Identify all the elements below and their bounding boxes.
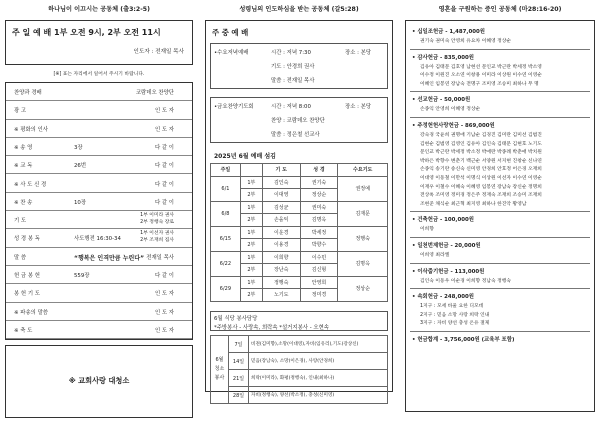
worship-order-c3: 인 도 자 bbox=[154, 108, 174, 115]
worship-order-c1: 기 도 bbox=[14, 218, 27, 225]
offering-section-line: 강숙경 국윤희 권명애 기남순 김경진 김미란 김미선 김범진 bbox=[420, 133, 542, 138]
june-pray-cell: 이대영 bbox=[262, 189, 300, 202]
worship-order-c3: 1부 이선자 권사 2부 조재희 집사 bbox=[140, 231, 174, 244]
worship-order-row bbox=[6, 284, 192, 302]
worship-order-row bbox=[6, 248, 192, 266]
june-bible-cell: 박향수 bbox=[300, 239, 338, 252]
wednesday-time: 시간 : 저녁 7:30 bbox=[271, 50, 311, 56]
friday-sermon: 말씀 : 정은철 선교사 bbox=[271, 132, 320, 138]
june-pray-cell: 이운경 bbox=[262, 226, 300, 239]
offering-section-line: 2지구 : 믿음 소망 사랑 희락 인내 bbox=[420, 312, 490, 318]
worship-order-row bbox=[6, 321, 192, 339]
sunday-worship-box bbox=[5, 20, 193, 65]
worship-order-c1: 봉 헌 기 도 bbox=[14, 291, 40, 298]
june-part-cell: 2부 bbox=[240, 289, 262, 302]
friday-praise: 찬양 : 코람데오 찬양단 bbox=[271, 118, 325, 124]
june-part-cell: 2부 bbox=[240, 189, 262, 202]
worship-order-c3: 인 도 자 bbox=[154, 126, 174, 133]
offering-section-line: 1지구 : 모세 바울 요한 디모데 bbox=[420, 304, 484, 310]
worship-order-c1: ※ 축 도 bbox=[14, 327, 33, 334]
june-bible-cell: 박세정 bbox=[300, 226, 338, 239]
offering-divider bbox=[410, 49, 590, 50]
june-bible-cell: 권기숙 bbox=[300, 176, 338, 189]
wednesday-sermon: 말씀 : 전재일 목사 bbox=[271, 78, 315, 84]
cleaning-desc-cell: 자비(정행숙), 양선(박소정), 충성(신미영) bbox=[249, 387, 388, 404]
june-pray-cell: 장난숙 bbox=[262, 264, 300, 277]
june-table-row bbox=[211, 176, 388, 189]
june-table-row bbox=[211, 251, 388, 264]
offering-section-line: 권기숙 권미숙 안영희 유요차 이혜영 정상순 bbox=[420, 39, 512, 44]
offering-section-line: 이수정 이원진 오소연 이창용 이미라 이상원 이수연 이영순 bbox=[420, 73, 542, 79]
church-cleaning-text: ※ 교회사랑 대청소 bbox=[68, 376, 130, 385]
worship-order-c2: 10장 bbox=[74, 199, 87, 206]
worship-order-c3: 인 도 자 bbox=[154, 309, 174, 316]
cleaning-service-row bbox=[211, 353, 388, 370]
cleaning-service-table bbox=[210, 335, 388, 404]
cleaning-service-row bbox=[211, 336, 388, 353]
june-part-cell: 1부 bbox=[240, 201, 262, 214]
offering-section-line: 손종익 송기란 송신숙 신미영 안경희 안호정 어은경 오재희 bbox=[420, 167, 542, 173]
worship-order-c3: 인 도 자 bbox=[154, 291, 174, 298]
offering-section-title: • 속회헌금 - 248,000원 bbox=[412, 294, 474, 301]
weekday-worship-box bbox=[205, 20, 393, 399]
june-part-cell: 1부 bbox=[240, 226, 262, 239]
worship-order-row bbox=[6, 193, 192, 211]
offering-divider bbox=[410, 331, 590, 332]
worship-order-c3: 다 같 이 bbox=[154, 163, 174, 170]
offering-box bbox=[405, 20, 595, 412]
offering-section-line: 이희영 최라엘 bbox=[420, 253, 450, 258]
offering-section-title: • 건축헌금 - 100,000원 bbox=[412, 217, 474, 224]
wednesday-prayer: 기도 : 안경희 권사 bbox=[271, 64, 315, 70]
june-bible-cell: 안영희 bbox=[300, 276, 338, 289]
worship-order-c1: 광 고 bbox=[14, 108, 27, 115]
wednesday-name: •수요저녁예배 bbox=[214, 50, 249, 56]
june-part-cell: 1부 bbox=[240, 276, 262, 289]
cleaning-desc-cell: 비젼(김미향),소망(이대영),자비(임유리),기도(강상신) bbox=[249, 336, 388, 353]
friday-service bbox=[210, 97, 388, 143]
worship-order-c2: 사도행전 16:30-34 bbox=[74, 236, 121, 243]
june-table-row bbox=[211, 201, 388, 214]
worship-order-c1: ※ 평화의 인사 bbox=[14, 126, 48, 133]
worship-order-row bbox=[6, 303, 192, 321]
offering-divider bbox=[410, 117, 590, 118]
worship-order-row bbox=[6, 120, 192, 138]
worship-order-c1: ※ 사 도 신 경 bbox=[14, 181, 47, 188]
worship-order-c3: 다 같 이 bbox=[154, 181, 174, 188]
offering-section-title: • 십일조헌금 - 1,487,000원 bbox=[412, 29, 485, 35]
cleaning-desc-cell: 믿음(장남숙), 소망(이은경), 사랑(안경희) bbox=[249, 353, 388, 370]
worship-order-c1: ※ 송 영 bbox=[14, 144, 33, 151]
offering-section-title: • 헌금합계 - 3,756,000원 (교육부 포함) bbox=[412, 337, 515, 343]
cleaning-day-cell: 14일 bbox=[229, 353, 249, 370]
june-wed-cell: 권정예 bbox=[338, 176, 388, 201]
june-table-row bbox=[211, 226, 388, 239]
meal-service-box bbox=[210, 311, 388, 331]
cleaning-day-cell: 7일 bbox=[229, 336, 249, 353]
church-cleaning-box bbox=[5, 345, 193, 418]
worship-order-c1: 찬양과 경배 bbox=[14, 90, 42, 96]
offering-section-title: • 일천번제헌금 - 20,000원 bbox=[412, 243, 481, 249]
worship-order-row bbox=[6, 229, 192, 247]
weekday-worship-title: 주 중 예 배 bbox=[212, 28, 249, 37]
june-part-cell: 2부 bbox=[240, 214, 262, 227]
worship-leader: 인도자 : 전재일 목사 bbox=[133, 49, 184, 55]
middle-column-title: 성령님의 인도하심을 받는 공동체 (갈5:28) bbox=[239, 6, 359, 13]
offering-divider bbox=[410, 91, 590, 92]
offering-section-line: 김인숙 이동우 이순경 이희향 정남숙 정행숙 bbox=[420, 278, 512, 284]
cleaning-desc-cell: 희락(이미라), 화평(정행숙), 인내(최하나) bbox=[249, 370, 388, 387]
worship-order-row bbox=[6, 266, 192, 284]
worship-order-row bbox=[6, 138, 192, 156]
june-pray-cell: 정행숙 bbox=[262, 276, 300, 289]
june-wed-cell: 정상순 bbox=[338, 276, 388, 301]
cleaning-month-cell: 6월 청소 봉사 bbox=[211, 336, 229, 404]
offering-section-line: 이재우 이철수 이혜숙 이혜영 임봉연 장남숙 장신순 정명희 bbox=[420, 184, 542, 190]
cleaning-service-row bbox=[211, 387, 388, 404]
cleaning-day-cell: 21일 bbox=[229, 370, 249, 387]
sunday-worship-times: 주 일 예 배 1부 오전 9시, 2부 오전 11시 bbox=[12, 28, 161, 37]
june-table-header-cell: 주일 bbox=[211, 164, 241, 177]
june-bible-cell: 정미경 bbox=[300, 289, 338, 302]
order-of-worship bbox=[5, 82, 193, 340]
june-service-title: 2025년 6월 예배 섬김 bbox=[214, 153, 276, 160]
cleaning-service-row bbox=[211, 370, 388, 387]
june-bible-cell: 김신형 bbox=[300, 264, 338, 277]
june-pray-cell: 이희향 bbox=[262, 251, 300, 264]
june-part-cell: 1부 bbox=[240, 176, 262, 189]
june-date-cell: 6/29 bbox=[211, 276, 241, 301]
june-part-cell: 1부 bbox=[240, 251, 262, 264]
worship-order-c3: 다 같 이 bbox=[154, 273, 174, 279]
june-table-header-cell: 성 경 bbox=[300, 164, 338, 177]
worship-order-c1: ※ 파송의 말씀 bbox=[14, 309, 48, 316]
worship-order-c1: 헌 금 봉 헌 bbox=[14, 273, 40, 279]
worship-order-row bbox=[6, 101, 192, 119]
june-date-cell: 6/22 bbox=[211, 251, 241, 276]
worship-order-c3: 코람데오 찬양단 bbox=[135, 90, 174, 96]
standing-notice: [※] 표는 자리에서 일어서 주시기 바랍니다. bbox=[53, 72, 145, 77]
june-pray-cell: 노기도 bbox=[262, 289, 300, 302]
offering-section-line: 이혜인 임봉연 장남숙 전명구 조미영 조승미 최하나 무 명 bbox=[420, 81, 539, 87]
wednesday-place: 장소 : 본당 bbox=[345, 50, 372, 56]
meal-service-title: 6월 식당 봉사담당 bbox=[214, 316, 258, 322]
offering-divider bbox=[410, 237, 590, 238]
june-service-table bbox=[210, 163, 388, 302]
june-wed-cell: 김재문 bbox=[338, 201, 388, 226]
wednesday-service bbox=[210, 43, 388, 89]
june-table-header-cell: 기 도 bbox=[262, 164, 300, 177]
june-pray-cell: 김인숙 bbox=[262, 176, 300, 189]
offering-divider bbox=[410, 263, 590, 264]
offering-section-line: 김유아 김태문 김호영 남현선 문인교 박근란 박세정 박소영 bbox=[420, 64, 542, 70]
worship-order-c1: 성 경 봉 독 bbox=[14, 236, 40, 243]
june-date-cell: 6/15 bbox=[211, 226, 241, 251]
june-bible-cell: 이수민 bbox=[300, 251, 338, 264]
june-part-cell: 2부 bbox=[240, 264, 262, 277]
june-pray-cell: 이용경 bbox=[262, 239, 300, 252]
june-pray-cell: 김성균 bbox=[262, 201, 300, 214]
right-column-title: 영혼을 구원하는 증인 공동체 (마28:16-20) bbox=[438, 6, 562, 13]
friday-name: •금요찬양기도회 bbox=[214, 104, 254, 110]
left-column-title: 하나님이 이끄시는 공동체 (출3:2-5) bbox=[48, 6, 150, 13]
offering-section-title: • 주정헌헌사랑헌금 - 869,000원 bbox=[412, 123, 495, 129]
offering-section-line: 김현순 김범영 김영인 김유아 김인숙 김태문 김현호 노기도 bbox=[420, 141, 542, 147]
june-table-header-cell bbox=[240, 164, 262, 177]
offering-section-line: 3지구 : 자비 양선 충성 온유 절제 bbox=[420, 321, 490, 327]
worship-order-c1: ※ 교 독 bbox=[14, 163, 33, 170]
june-wed-cell: 김명옥 bbox=[338, 251, 388, 276]
worship-order-c2: 3장 bbox=[74, 144, 83, 151]
worship-order-c2: “행복은 인격만큼 누린다” bbox=[74, 254, 145, 262]
offering-section-line: 손종익 안영희 이혜영 정상순 bbox=[420, 107, 481, 113]
offering-divider bbox=[410, 288, 590, 289]
worship-order-c1: 말 씀 bbox=[14, 254, 27, 261]
offering-section-title: • 감사헌금 - 835,000원 bbox=[412, 54, 474, 61]
worship-order-c2: 26번 bbox=[74, 163, 87, 170]
worship-order-row bbox=[6, 211, 192, 229]
june-bible-cell: 정상순 bbox=[300, 189, 338, 202]
june-wed-cell: 정행숙 bbox=[338, 226, 388, 251]
june-table-row bbox=[211, 276, 388, 289]
offering-section-line: 전상옥 조미영 정미경 정은주 정재숙 조재희 조승미 조재희 bbox=[420, 193, 542, 199]
friday-time: 시간 : 저녁 8:00 bbox=[271, 104, 311, 110]
worship-order-c3: 다 같 이 bbox=[154, 144, 174, 151]
offering-section-line: 문인교 박근란 박세정 박소정 박애란 박종례 박춘애 박치원 bbox=[420, 150, 542, 156]
cleaning-day-cell: 28일 bbox=[229, 387, 249, 404]
worship-order-c3: 1부 이미라 권사 2부 정행숙 장로 bbox=[140, 213, 174, 226]
worship-order-c1: ※ 찬 송 bbox=[14, 199, 33, 206]
offering-section-line: 박하은 박향수 변춘기 백근순 서양원 서지현 진창순 신나연 bbox=[420, 158, 542, 164]
june-date-cell: 6/8 bbox=[211, 201, 241, 226]
offering-section-title: • 선교헌금 - 50,000원 bbox=[412, 97, 471, 104]
worship-order-row bbox=[6, 83, 192, 101]
june-pray-cell: 손을익 bbox=[262, 214, 300, 227]
worship-order-row bbox=[6, 175, 192, 193]
june-bible-cell: 권미숙 bbox=[300, 201, 338, 214]
offering-section-line: 조현준 채식순 최근혁 최지영 최하나 한진악 황영남 bbox=[420, 201, 527, 207]
june-table-header-cell: 수요기도 bbox=[338, 164, 388, 177]
offering-section-title: • 이삭줍기헌금 - 113,000원 bbox=[412, 268, 485, 275]
offering-section-line: 이희향 bbox=[420, 227, 434, 233]
worship-order-c3: 다 같 이 bbox=[154, 199, 174, 206]
worship-order-c3: 인 도 자 bbox=[154, 327, 174, 334]
meal-service-line: *주방봉사 - 사랑속, 희락속 *설거지봉사 - 오현속 bbox=[214, 325, 330, 331]
offering-divider bbox=[410, 211, 590, 212]
worship-order-c2: 559장 bbox=[74, 273, 90, 279]
worship-order-c3: 전재일 목사 bbox=[146, 254, 174, 261]
june-table-header bbox=[211, 164, 388, 177]
friday-place: 장소 : 본당 bbox=[345, 104, 372, 110]
june-date-cell: 6/1 bbox=[211, 176, 241, 201]
offering-section-line: 이대영 이동철 이만석 이명식 이상원 이선자 이수연 이영순 bbox=[420, 176, 542, 181]
june-part-cell: 2부 bbox=[240, 239, 262, 252]
worship-order-row bbox=[6, 156, 192, 174]
june-bible-cell: 김명옥 bbox=[300, 214, 338, 227]
